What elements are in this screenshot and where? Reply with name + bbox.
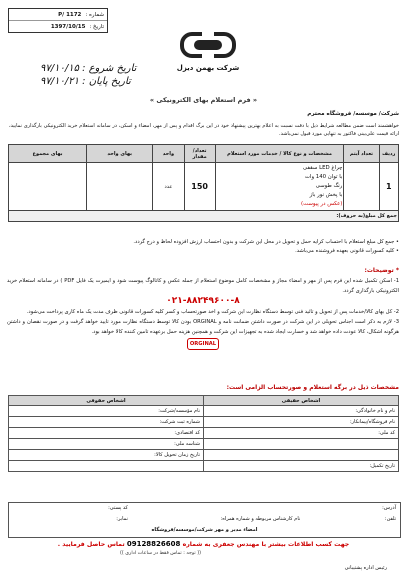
row-quantity: 150 — [184, 163, 215, 211]
contact-person-label[interactable]: نام کارشناس مربوطه و شماره همراه: — [220, 516, 301, 522]
note-1: 1- اسکن تکمیل شده این فرم پس از مهر و امضاء مجاز و مشخصات کامل موضوع استعلام از جمله عکس و کاتالوگ پیوست شود و ایمیرت یک فایل PDF ) در سامانه استعلام خرید الکترونیکی بارگذاری گردد. — [7, 278, 399, 294]
contact-note: (( توجه : تماس فقط در ساعات اداری )) — [120, 551, 201, 556]
signoff: رئیس اداره پشتیبانی — [344, 565, 387, 571]
intro-text: خواهشمند است ضمن مطالعه شرایط ذیل با دقت نسبت به اعلام بهترین پیشنهاد خود در این برگ اقدام و پس از مهر، امضاء و اسکن، در سامانه استعلام خرید الکترونیکی بارگذاری نمایید، ارائه قیمت علی‌بینی فاکتور به تنهایی مورد قبول نمی‌باشد. — [9, 123, 399, 137]
spec-cell[interactable]: تاریخ زمان تحویل کالا: — [9, 450, 204, 461]
number-value: P/ 1172 — [58, 11, 82, 18]
row-unit-price[interactable] — [87, 163, 153, 211]
handwritten-phone: ۰۲۱-۸۸۲۴۹۶۰۰-۸ — [166, 296, 240, 306]
desc-line: با توان 140 وات — [304, 174, 343, 180]
spec-cell[interactable] — [204, 450, 399, 461]
bottom-box — [8, 502, 401, 538]
address-label[interactable]: آدرس: — [382, 505, 396, 511]
items-table — [8, 144, 399, 222]
orginal-stamp-wrap — [7, 338, 399, 350]
desc-line: با پخش نور باز — [309, 192, 343, 198]
date-row — [9, 21, 107, 32]
col-unit-price: بهای واحد — [87, 145, 153, 163]
desc-line: چراغ LED سقفی — [302, 165, 343, 171]
date-label: تاریخ : — [89, 23, 104, 30]
contact-text-after: تماس حاصل فرمایید . — [57, 541, 125, 548]
spec-cell[interactable]: شناسه ملی: — [9, 439, 204, 450]
row-index: 1 — [379, 163, 399, 211]
spec-table — [8, 395, 399, 472]
col-quantity: تعداد/ مقدار — [184, 145, 215, 163]
col-total-price: بهای مجموع — [9, 145, 87, 163]
contact-line — [0, 540, 407, 548]
notes-body — [7, 276, 399, 350]
meta-box — [8, 8, 108, 33]
spec-cell[interactable]: کد اقتصادی: — [9, 428, 204, 439]
spec-cell[interactable] — [204, 439, 399, 450]
table-row — [9, 417, 399, 428]
spec-cell[interactable]: نام فروشگاه/پیمانکار: — [204, 417, 399, 428]
phone-label[interactable]: تلفن: — [384, 516, 396, 522]
notes-title: * توضیحات: — [364, 267, 399, 274]
note-3: 3- لازم به ذکر است اجناس تحویلی در این شرکت در صورت داشتن ضمانت نامه و ORGINAL بودن کالا توسط دستگاه نظارت مورد تایید خواهد گرفت و در صورت نقصان و داشتن هرگونه اشکال، کالا عودت داده خواهد شد و خسارت ایجاد شده به تجهیزات این شرکت و همچنین هزینه حمل برعهده تامین کننده کالا خواهد بود. — [7, 319, 399, 335]
spec-cell[interactable] — [9, 461, 204, 472]
contact-number: 09128826608 — [126, 540, 181, 548]
spec-cell[interactable]: کد ملی: — [204, 428, 399, 439]
number-label: شماره : — [85, 11, 104, 18]
number-row — [9, 9, 107, 21]
company-name: شرکت بهمن دیزل — [176, 64, 240, 72]
end-date-handwritten: تاریخ پایان : ۹۷/۱۰/۲۱ — [40, 76, 131, 87]
form-title: « فرم استعلام بهای الکترونیکی » — [149, 96, 258, 104]
phone-row — [13, 516, 396, 522]
desc-line: رنگ طوسی — [315, 183, 343, 189]
sum-row — [9, 211, 399, 222]
addressee: شرکت/ موسسه/ فروشگاه محترم — [307, 111, 399, 117]
signature-label: امضاء مدیر و مهر شرکت/موسسه/فروشگاه — [151, 527, 258, 533]
sum-label: جمع کل مبلغ(به حروف): — [9, 211, 399, 222]
orginal-stamp: ORGINAL — [187, 338, 219, 350]
spec-cell[interactable]: شماره ثبت شرکت: — [9, 417, 204, 428]
note-2: 2- کل بهای کالا/خدمات پس از تحویل و تائید فنی توسط دستگاه نظارت این شرکت و اخذ صورتحساب و کسر کلیه کسورات قانونی ظرف مدت یک ماه کاری پرداخت می‌شود. — [26, 309, 399, 315]
start-date-handwritten: تاریخ شروع : ۹۷/۱۰/۱۵ — [40, 63, 137, 74]
handwritten-dates — [40, 62, 136, 88]
spec-cell[interactable]: نام و نام خانوادگی: — [204, 406, 399, 417]
spec-col-real: اشخاص حقیقی — [204, 396, 399, 406]
row-description — [215, 163, 344, 211]
table-row — [9, 461, 399, 472]
spec-title: مشخصات ذیل در برگه استعلام و صورتحساب الزامی است: — [226, 384, 399, 391]
bullet-list — [7, 238, 399, 256]
phone-handwritten — [7, 296, 399, 307]
col-item-count: تعداد آیتم — [344, 145, 379, 163]
col-description: مشخصات و نوع کالا / خدمات مورد استعلام — [215, 145, 344, 163]
table-row — [9, 163, 399, 211]
col-unit: واحد — [153, 145, 184, 163]
col-index: ردیف — [379, 145, 399, 163]
company-logo — [178, 28, 238, 62]
date-value: 1397/10/15 — [50, 23, 86, 30]
table-row — [9, 406, 399, 417]
table-row — [9, 450, 399, 461]
row-unit: عدد — [153, 163, 184, 211]
contact-text-before: جهت کسب اطلاعات بیشتر با مهندس جعفری به شماره — [182, 541, 350, 548]
items-header-row — [9, 145, 399, 163]
spec-cell[interactable]: تاریخ تکمیل: — [204, 461, 399, 472]
postal-label[interactable]: کد پستی: — [108, 505, 128, 511]
spec-header-row — [9, 396, 399, 406]
bullet-item: • جمع کل مبلغ استعلام با احتساب کرایه حمل و تحویل در محل این شرکت و بدون احتساب ارزش افزوده لحاظ و درج گردد. — [7, 238, 399, 247]
bullet-item: • کلیه کسورات قانونی بعهده فروشنده می‌باشد. — [7, 247, 399, 256]
spec-col-legal: اشخاص حقوقی — [9, 396, 204, 406]
signature-row — [13, 527, 396, 533]
spec-cell[interactable]: نام مؤسسه/شرکت: — [9, 406, 204, 417]
row-item-count — [344, 163, 379, 211]
address-row — [13, 505, 396, 511]
table-row — [9, 428, 399, 439]
table-row — [9, 439, 399, 450]
row-total-price[interactable] — [9, 163, 87, 211]
fax-label[interactable]: نمابر: — [116, 516, 128, 522]
desc-line: (عکس در پیوست) — [300, 201, 343, 207]
